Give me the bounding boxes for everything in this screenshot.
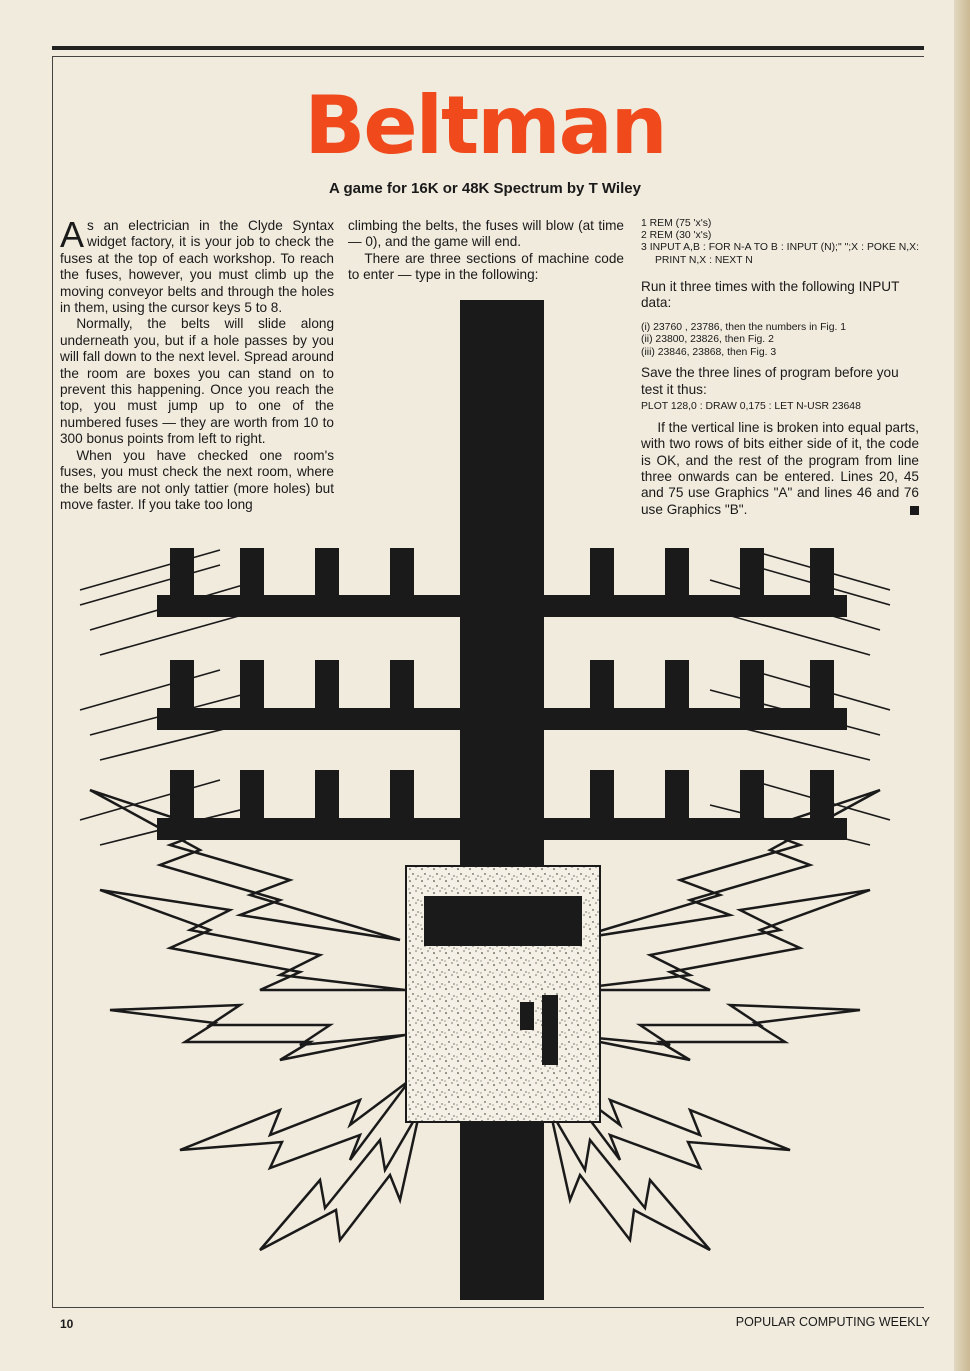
insulator [315, 548, 339, 598]
input-data-line: (i) 23760 , 23786, then the numbers in Fig. 1 [641, 321, 847, 333]
insulator [240, 660, 264, 710]
insulator [240, 770, 264, 820]
insulator [170, 660, 194, 710]
frame-top [52, 56, 924, 57]
top-rule [52, 46, 924, 50]
insulator [170, 548, 194, 598]
insulator [665, 770, 689, 820]
frame-left [52, 56, 53, 1308]
paragraph-1-text: s an electrician in the Clyde Syntax widget factory, it is your job to check the fuses at the top of each workshop. To reach the fuses, however, you must climb up the moving conveyor belts and through the holes in them, using the cursor keys 5 to 8. [60, 218, 334, 316]
paragraph-2: Normally, the belts will slide along underneath you, but if a hole passes by you will fall down to the next level. Spread around the room are boxes you can stand on to prevent this happening. Once you reach the top, you must jump up to one of the numbered fuses — they are worth from 10 to 300 bonus points from left to right. [60, 316, 334, 447]
insulator [390, 660, 414, 710]
frame-bottom [52, 1307, 924, 1308]
insulator [590, 770, 614, 820]
insulator [665, 660, 689, 710]
listing-line: 3 INPUT A,B : FOR N-A TO B : INPUT (N);" ";X : POKE N,X: PRINT N,X : NEXT N [641, 242, 919, 266]
insulator [590, 660, 614, 710]
magazine-name: POPULAR COMPUTING WEEKLY [735, 1315, 930, 1329]
insulator [170, 770, 194, 820]
insulator [740, 660, 764, 710]
insulator [390, 548, 414, 598]
insulator [810, 548, 834, 598]
column-2 [348, 218, 624, 284]
save-instructions: Save the three lines of program before you test it thus: [641, 365, 899, 397]
lightning-bolt-right-2 [565, 890, 870, 990]
insulator [315, 770, 339, 820]
page-number: 10 [60, 1317, 74, 1331]
col2-paragraph-2: There are three sections of machine code to enter — type in the following: [348, 250, 624, 283]
fuse-box [406, 866, 600, 1122]
fuse-box-slot [424, 896, 582, 946]
paragraph-3: When you have checked one room's fuses, you must check the next room, where the belts are not only tattier (more holes) but move faster. If you take too long [60, 447, 334, 512]
lightning-bolt-right-3 [565, 1005, 860, 1060]
article-subtitle: A game for 16K or 48K Spectrum by T Wiley [329, 180, 641, 197]
insulator [240, 548, 264, 598]
fuse-box-latch-b [542, 995, 558, 1065]
col2-paragraph-1: climbing the belts, the fuses will blow (at time — 0), and the game will end. [348, 218, 624, 250]
lightning-bolt-left-2 [100, 890, 405, 990]
pole [460, 300, 544, 1300]
insulator [740, 770, 764, 820]
insulator [665, 548, 689, 598]
input-data-line: (iii) 23846, 23868, then Fig. 3 [641, 346, 777, 358]
insulator [810, 770, 834, 820]
page-edge [954, 0, 970, 1371]
insulator [590, 548, 614, 598]
final-paragraph-text: If the vertical line is broken into equal parts, with two rows of bits either side of it, the code is OK, and the rest of the program from line three onwards can be entered. Lines 20, 45 and 75 use Graphics "A" and lines 46 and 76 use Graphics "B". [641, 419, 919, 517]
insulator [740, 548, 764, 598]
insulator [810, 660, 834, 710]
lightning-bolt-left-3 [110, 1005, 405, 1060]
plot-command: PLOT 128,0 : DRAW 0,175 : LET N-USR 23648 [641, 401, 861, 413]
end-mark [910, 506, 919, 515]
telegraph-pole-illustration [60, 290, 910, 1302]
listing-line: 1 REM (75 'x's) [641, 218, 712, 229]
insulator [390, 770, 414, 820]
run-instructions: Run it three times with the following INPUT data: [641, 278, 900, 311]
article-title: Beltman [304, 79, 666, 172]
listing-line: 2 REM (30 'x's) [641, 230, 712, 242]
basic-listing [641, 218, 919, 267]
fuse-box-latch-a [520, 1002, 534, 1030]
input-data-line: (ii) 23800, 23826, then Fig. 2 [641, 334, 774, 346]
drop-cap: A [60, 214, 85, 255]
insulator [315, 660, 339, 710]
